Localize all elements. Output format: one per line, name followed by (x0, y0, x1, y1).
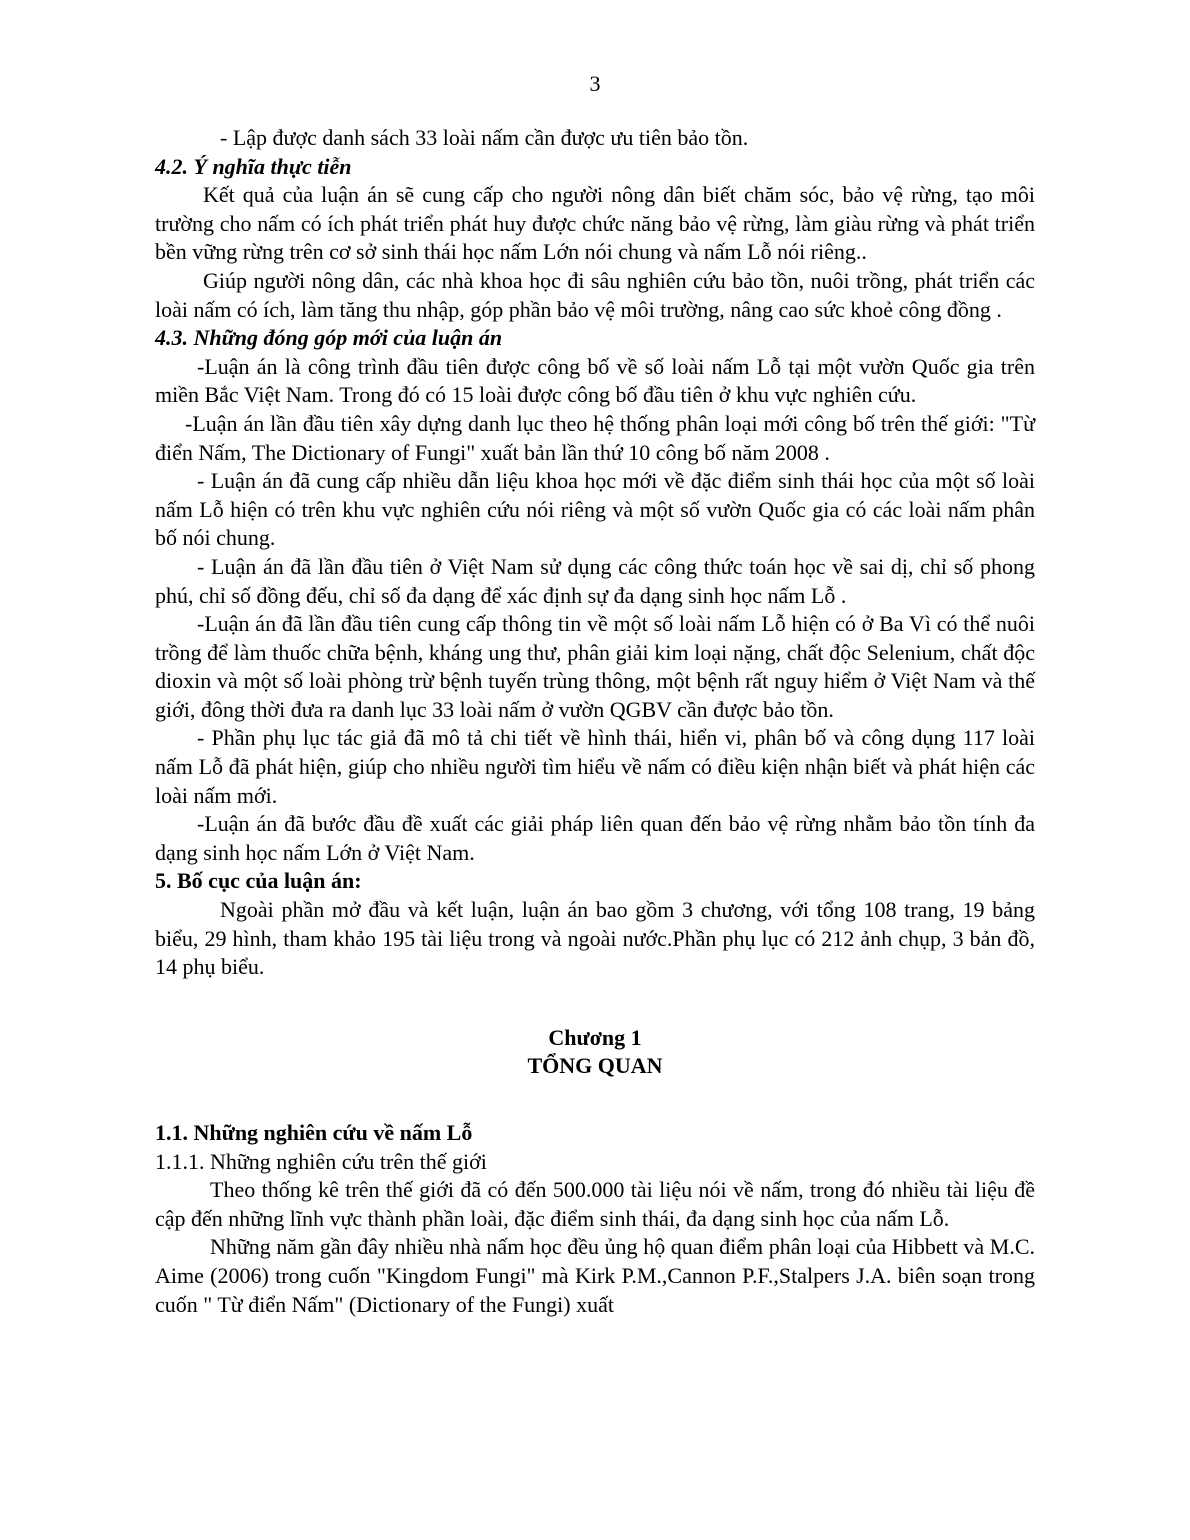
paragraph-classification: Những năm gần đây nhiều nhà nấm học đều ủng hộ quan điểm phân loại của Hibbett và M.C. Aime (2006) trong cuốn "Kingdom Fungi" mà Kirk P.M.,Cannon P.F.,Stalpers J.A. biên soạn trong cuốn " Từ điển Nấm" (Dictionary of the Fungi) xuất (155, 1234, 1035, 1317)
paragraph-contribution-6: - Phần phụ lục tác giả đã mô tả chi tiết về hình thái, hiển vi, phân bố và công dụng 117 loài nấm Lỗ đã phát hiện, giúp cho nhiều người tìm hiểu về nấm có điều kiện nhận biết và phát hiện các loài nấm mới. (155, 725, 1035, 808)
chapter-number: Chương 1 (548, 1024, 642, 1050)
page-number: 3 (589, 71, 601, 96)
paragraph-help-farmers: Giúp người nông dân, các nhà khoa học đi sâu nghiên cứu bảo tồn, nuôi trồng, phát triển các loài nấm có ích, làm tăng thu nhập, góp phần bảo vệ môi trường, nâng cao sức khoẻ công đồng . (155, 267, 1035, 322)
paragraph-thesis-structure: Ngoài phần mở đầu và kết luận, luận án bao gồm 3 chương, với tổng 108 trang, 19 bảng biểu, 29 hình, tham khảo 195 tài liệu trong và ngoài nước.Phần phụ lục có 212 ảnh chụp, 3 bản đồ, 14 phụ biểu. (155, 897, 1035, 980)
heading-new-contributions: 4.3. Những đóng góp mới của luận án (155, 325, 503, 351)
paragraph-results: Kết quả của luận án sẽ cung cấp cho người nông dân biết chăm sóc, bảo vệ rừng, tạo môi trường cho nấm có ích phát triển phát huy được chức năng bảo vệ rừng, làm giàu rừng và phát triển bền vững rừng trên cơ sở sinh thái học nấm Lớn nói chung và nấm Lỗ nói riêng.. (155, 182, 1035, 265)
paragraph-contribution-7: -Luận án đã bước đầu đề xuất các giải pháp liên quan đến bảo vệ rừng nhằm bảo tồn tính đa dạng sinh học nấm Lớn ở Việt Nam. (155, 811, 1035, 865)
paragraph-contribution-2: -Luận án lần đầu tiên xây dựng danh lục theo hệ thống phân loại mới công bố trên thế giới: "Từ điển Nấm, The Dictionary of Fungi" xuất bản lần thứ 10 công bố năm 2008 . (155, 410, 1035, 465)
heading-section-1-1-1: 1.1.1. Những nghiên cứu trên thế giới (155, 1148, 487, 1174)
paragraph-contribution-5: -Luận án đã lần đầu tiên cung cấp thông tin về một số loài nấm Lỗ hiện có ở Ba Vì có thể nuôi trồng để làm thuốc chữa bệnh, kháng ung thư, phân giải kim loại nặng, chất độc Selenium, chất độc dioxin và một số loài phòng trừ bệnh tuyến trùng thông, một bệnh rất nguy hiểm ở Việt Nam và thế giới, đông thời đưa ra danh lục 33 loài nấm ở vườn QGBV cần được bảo tồn. (155, 611, 1035, 722)
paragraph-conservation-list: - Lập được danh sách 33 loài nấm cần được ưu tiên bảo tồn. (220, 125, 749, 150)
heading-practical-significance: 4.2. Ý nghĩa thực tiễn (155, 153, 352, 179)
paragraph-contribution-3: - Luận án đã cung cấp nhiều dẫn liệu khoa học mới về đặc điểm sinh thái học của một số loài nấm Lỗ hiện có trên khu vực nghiên cứu nói riêng và một số vườn Quốc gia có các loài nấm phân bố nói chung. (155, 468, 1035, 551)
page-content (155, 124, 1035, 1319)
heading-thesis-structure: 5. Bố cục của luận án: (155, 868, 362, 894)
chapter-title: TỔNG QUAN (527, 1053, 663, 1079)
heading-section-1-1: 1.1. Những nghiên cứu về nấm Lỗ (155, 1120, 473, 1145)
paragraph-world-statistics: Theo thống kê trên thế giới đã có đến 500.000 tài liệu nói về nấm, trong đó nhiều tài liệu đề cập đến những lĩnh vực thành phần loài, đặc điểm sinh thái, đa dạng sinh học của nấm Lỗ. (155, 1177, 1035, 1231)
paragraph-contribution-1: -Luận án là công trình đầu tiên được công bố về số loài nấm Lỗ tại một vườn Quốc gia trên miền Bắc Việt Nam. Trong đó có 15 loài được công bố đầu tiên ở khu vực nghiên cứu. (155, 353, 1035, 408)
paragraph-contribution-4: - Luận án đã lần đầu tiên ở Việt Nam sử dụng các công thức toán học về sai dị, chỉ số phong phú, chỉ số đồng đếu, chỉ số đa dạng để xác định sự đa dạng sinh học nấm Lỗ . (155, 553, 1035, 608)
